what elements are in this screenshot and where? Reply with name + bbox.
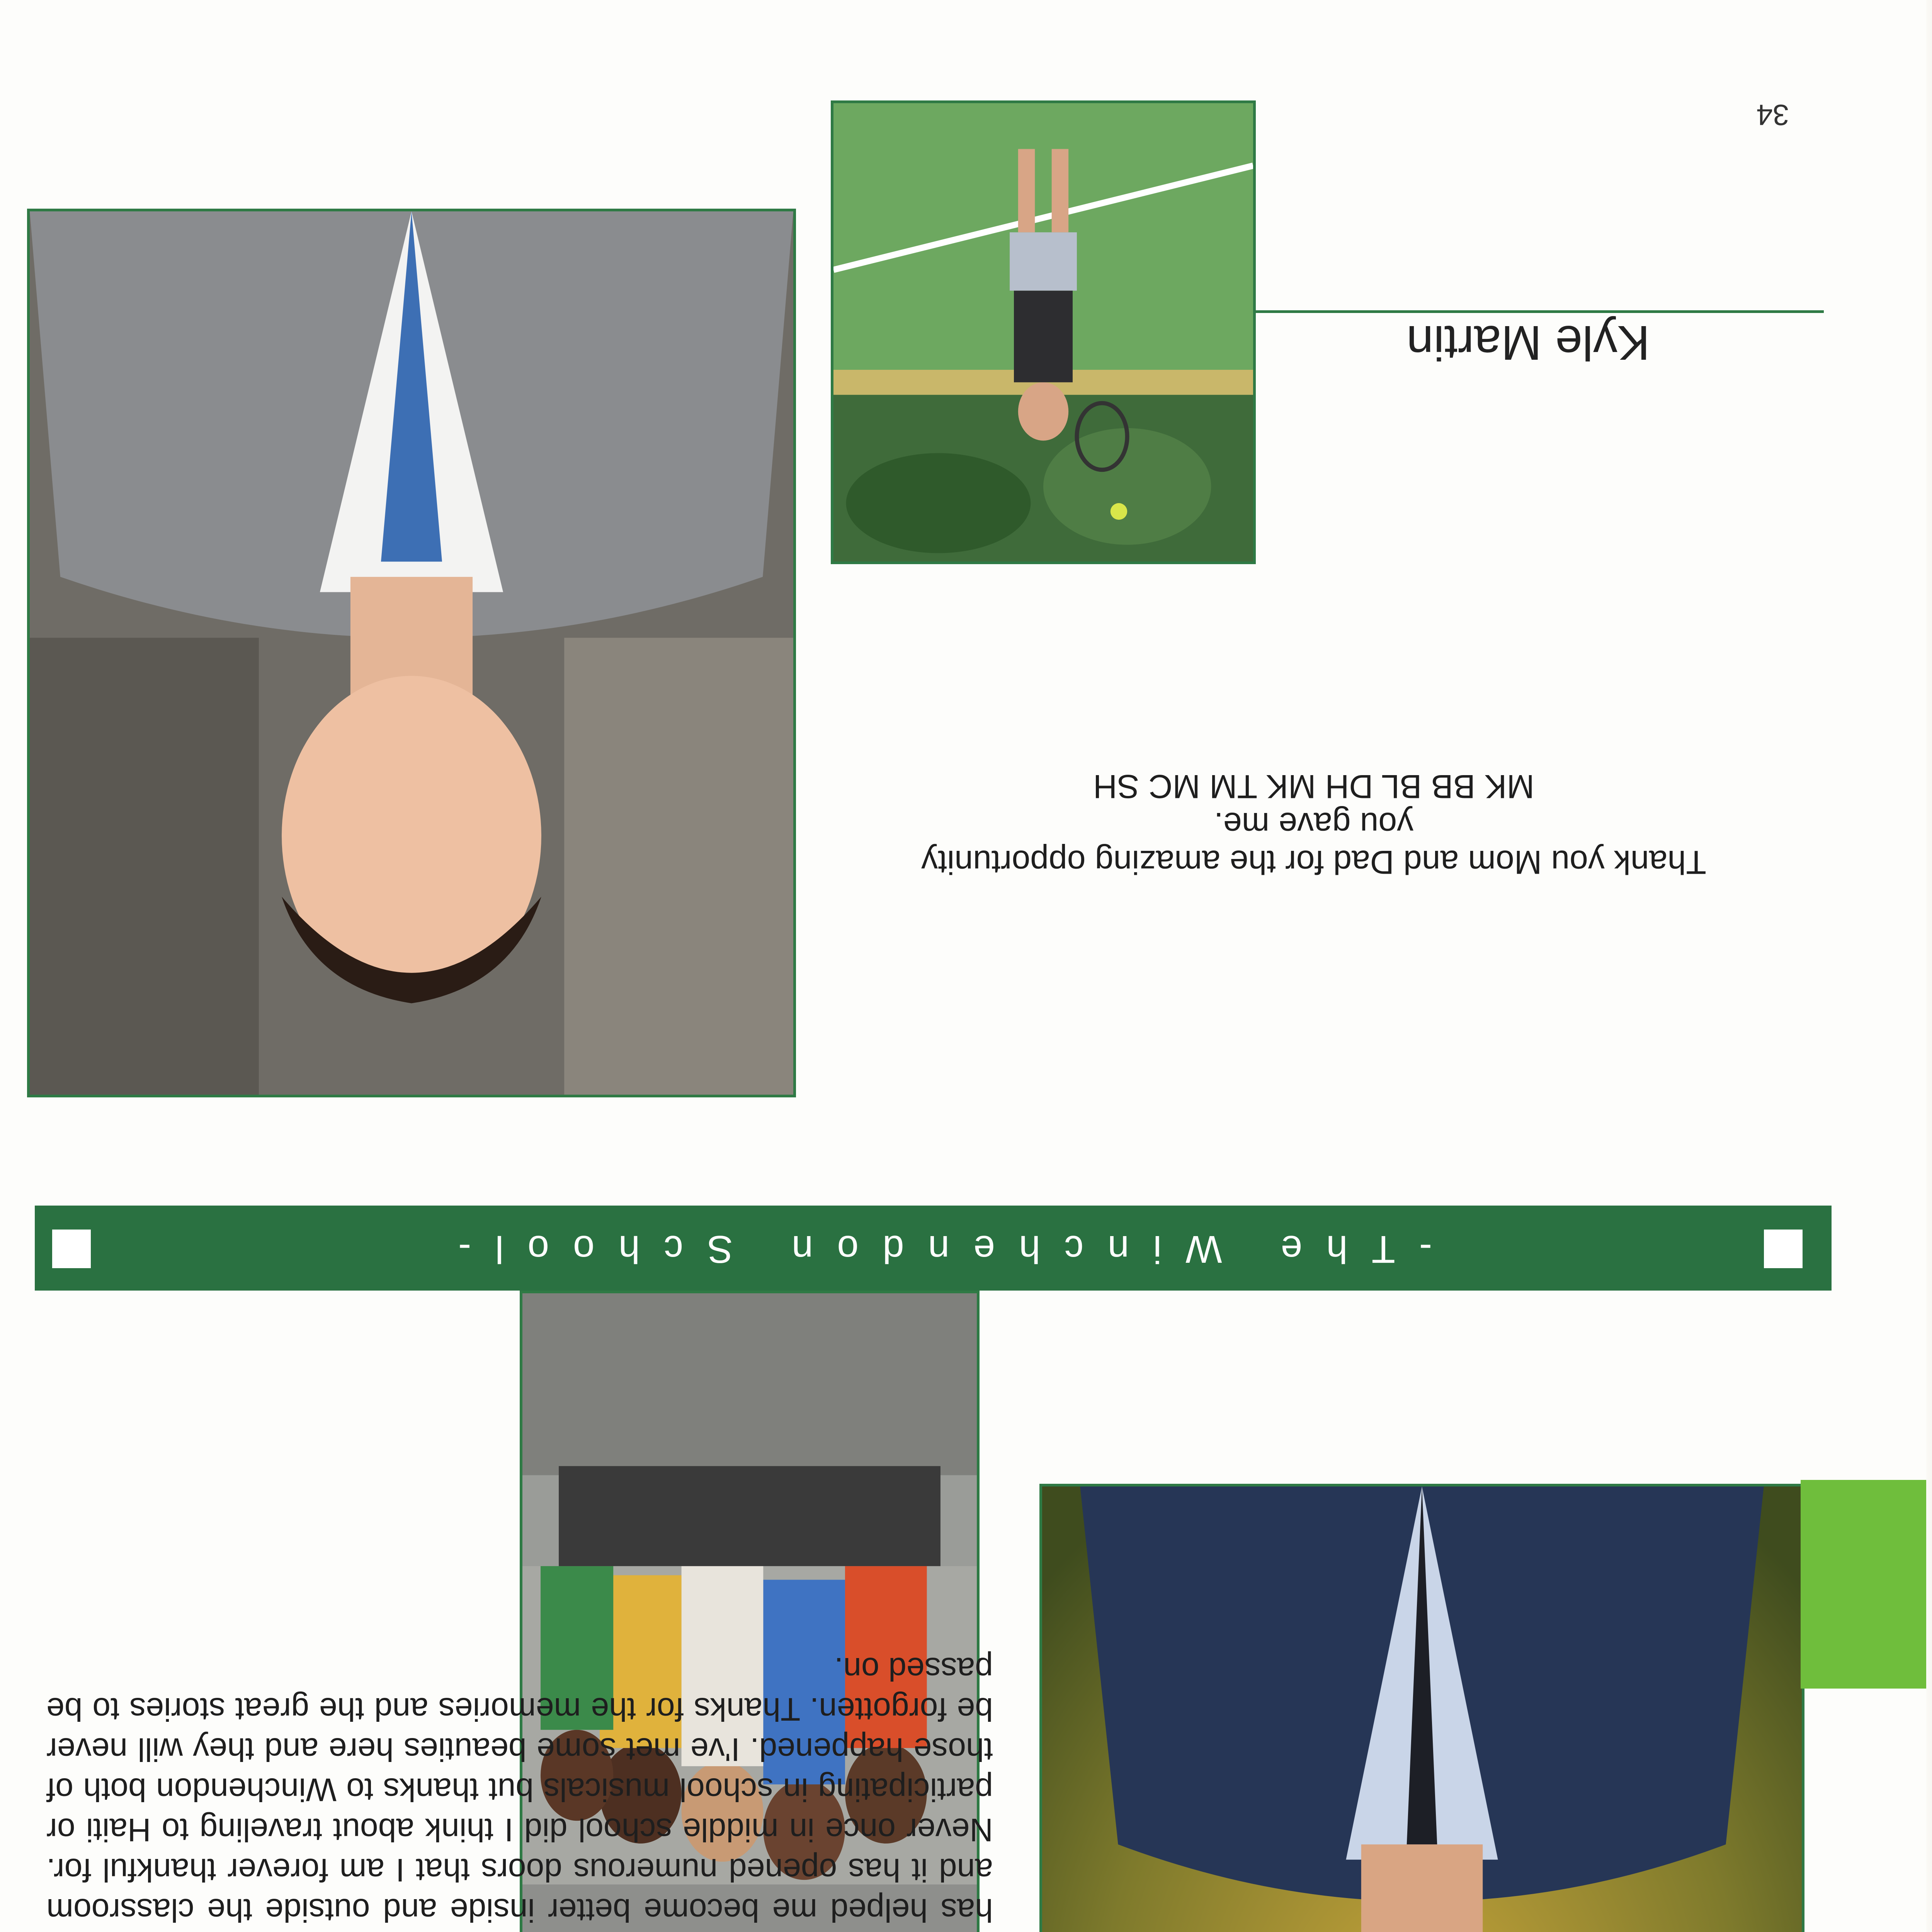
banner-square-right (52, 1230, 91, 1268)
bio-marra: has helped me become better inside and outside the classroom and it has opened numerous doors that I am forever thankful for. Never once in middle school did I think about traveling to Haiti or participating in school musicals but thanks to Winchendon both of those happened. I've met some beauties here and they will never be forgotten. Thanks for the memories and the great stories to be passed on. (46, 1651, 993, 1929)
portrait-martin (27, 209, 796, 1097)
student-name-martin: Kyle Martin (1406, 316, 1650, 370)
tennis-photo-martin (831, 100, 1256, 564)
name-rule-martin (1256, 310, 1824, 313)
message-martin (850, 767, 1777, 881)
scan-edge (1926, 0, 1932, 1932)
message-line: MK BB BL DH MK TM MC SH (1093, 768, 1535, 805)
page-number: 34 (1756, 98, 1789, 131)
banner-text: -The Winchendon School- (434, 1228, 1432, 1271)
message-line: Thank you Mom and Dad for the amazing opportunity (921, 844, 1706, 881)
message-line: you gave me. (1214, 806, 1414, 843)
accent-bar (1801, 1480, 1932, 1689)
portrait-marra (1039, 1484, 1804, 1932)
school-banner (35, 1206, 1832, 1291)
